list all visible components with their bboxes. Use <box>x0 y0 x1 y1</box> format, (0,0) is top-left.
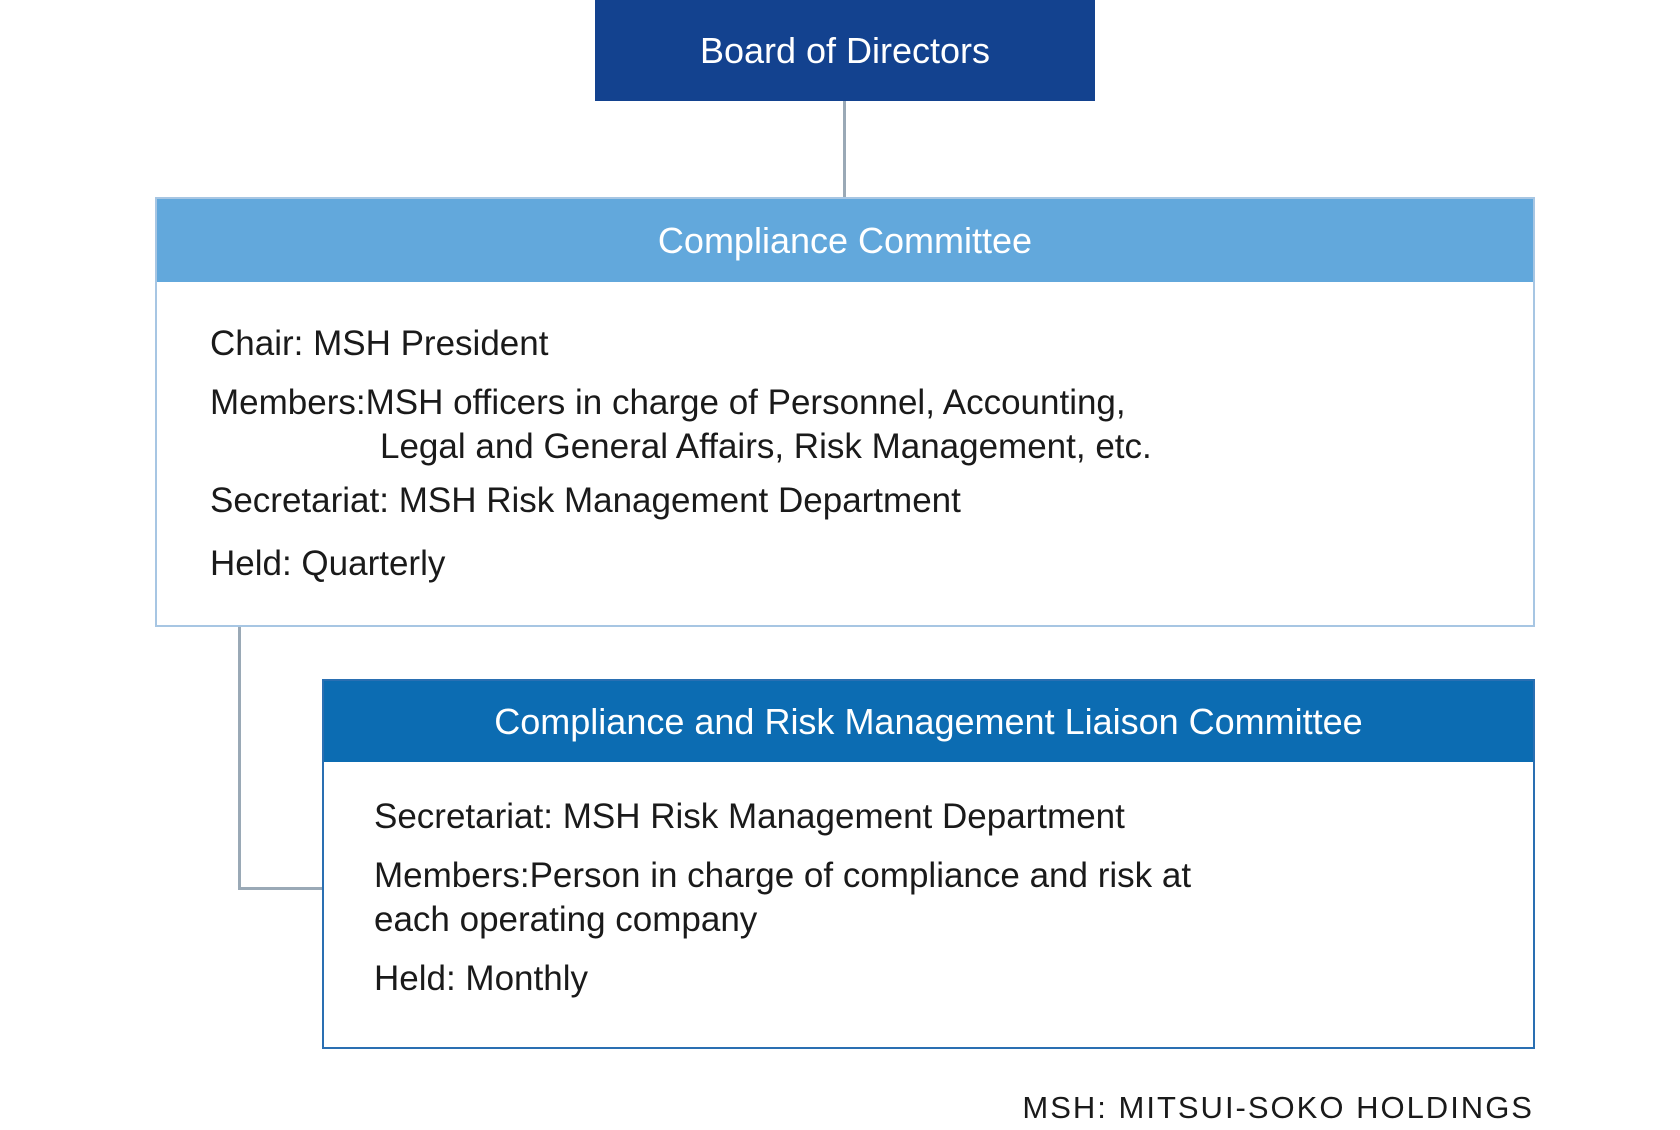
liaison-committee-panel <box>322 679 1535 1049</box>
cc-secretariat: Secretariat: MSH Risk Management Department <box>210 481 961 520</box>
cc-members-line2: Legal and General Affairs, Risk Management, etc. <box>380 427 1152 466</box>
lc-held: Held: Monthly <box>374 959 588 998</box>
committee-to-liaison-connector-horizontal <box>238 887 324 890</box>
lc-secretariat: Secretariat: MSH Risk Management Department <box>374 797 1125 836</box>
lc-members-line1: Members:Person in charge of compliance and risk at <box>374 856 1192 895</box>
compliance-committee-panel <box>155 197 1535 627</box>
liaison-committee-header <box>324 681 1533 762</box>
board-to-committee-connector <box>843 101 846 197</box>
cc-members-line1: Members:MSH officers in charge of Personnel, Accounting, <box>210 383 1126 422</box>
compliance-committee-title: Compliance Committee <box>657 219 1033 261</box>
committee-to-liaison-connector-vertical <box>238 627 241 890</box>
board-of-directors-box <box>595 0 1095 101</box>
compliance-committee-header <box>157 199 1533 282</box>
board-title: Board of Directors <box>699 29 991 71</box>
cc-chair: Chair: MSH President <box>210 324 549 363</box>
lc-members-line2: each operating company <box>374 900 758 939</box>
cc-held: Held: Quarterly <box>210 544 446 583</box>
abbreviation-footnote: MSH: MITSUI-SOKO HOLDINGS <box>1022 1090 1534 1125</box>
liaison-committee-title: Compliance and Risk Management Liaison Committee <box>494 700 1363 742</box>
